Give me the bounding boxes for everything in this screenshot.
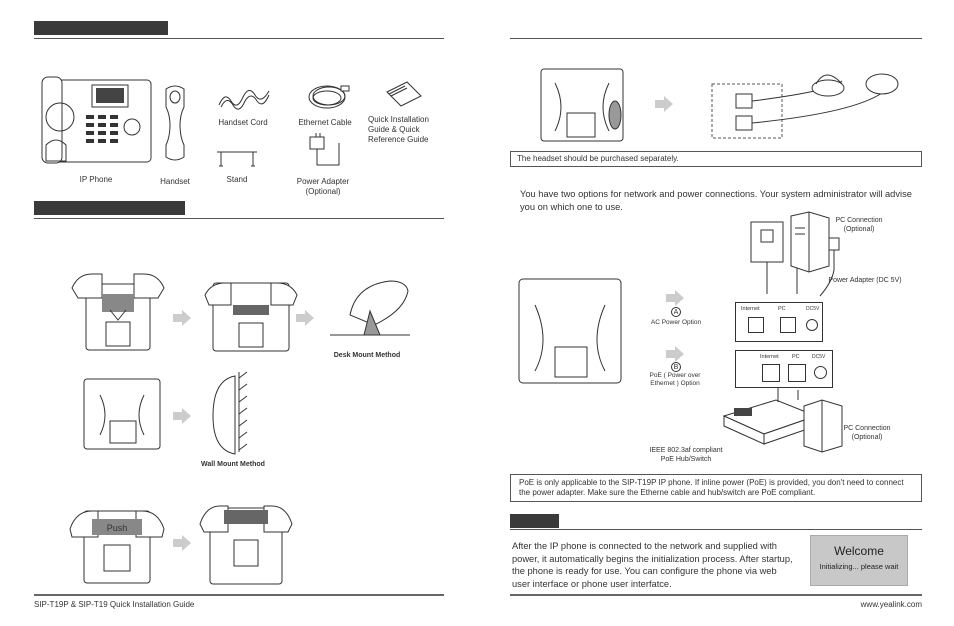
- headset-header-rule: [510, 38, 922, 39]
- option-a-label: AC Power Option: [650, 319, 702, 326]
- ip-phone-illustration: [40, 75, 152, 165]
- poe-note: [510, 474, 922, 502]
- gray-arrow-option-b: [666, 346, 684, 362]
- power-adapter-illustration: [306, 133, 346, 173]
- handset-cord-illustration: [215, 85, 275, 115]
- assembly-header-rule: [34, 218, 444, 219]
- poe-internet-jack: [762, 364, 780, 382]
- gray-arrow-2: [296, 310, 314, 326]
- wall-mount-caption: Wall Mount Method: [201, 461, 265, 468]
- option-b-badge: B: [671, 362, 681, 372]
- startup-text: After the IP phone is connected to the network and supplied with power, it automatically begins the initialization process. After startup, the phone is ready for use. You can configure the phone via web user interface or phone user interfatce.: [512, 541, 793, 589]
- poe-port-internet-label: Internet: [760, 354, 779, 360]
- handset-illustration: [160, 85, 190, 165]
- pc-connection-top: PC Connection (Optional): [835, 217, 883, 233]
- gray-arrow-3: [173, 408, 191, 424]
- packaging-header-bar: [34, 21, 168, 35]
- welcome-screen: [810, 535, 908, 586]
- right-footer-rule: [510, 594, 922, 596]
- packaging-header-rule: [34, 38, 444, 39]
- attach-stand-step-1: [72, 270, 164, 352]
- desk-mount-illustration: [330, 275, 410, 341]
- gray-arrow-option-a: [666, 290, 684, 306]
- power-adapter-dc-label: Power Adapter (DC 5V): [828, 277, 902, 284]
- poe-pc-jack: [788, 364, 806, 382]
- assembly-header-bar: [34, 201, 185, 215]
- headset-note: The headset should be purchased separately.: [510, 151, 922, 167]
- ac-port-panel: [735, 302, 823, 342]
- ac-internet-jack: [748, 317, 764, 333]
- welcome-subtitle: Initializing... please wait: [819, 562, 899, 571]
- poe-hub-illustration: [720, 388, 850, 460]
- push-label: Push: [106, 523, 128, 533]
- gray-arrow-5: [655, 96, 673, 112]
- quick-guide-label: Quick Installation Guide & Quick Reference Guide: [368, 115, 429, 144]
- wall-mount-step: [80, 375, 164, 451]
- gray-arrow-4: [173, 535, 191, 551]
- detach-stand-step-1: [70, 505, 164, 585]
- left-footer-rule: [34, 594, 444, 596]
- detach-stand-step-2: [200, 500, 292, 586]
- left-footer-text: SIP-T19P & SIP-T19 Quick Installation Guide: [34, 600, 195, 609]
- option-a-badge: A: [671, 307, 681, 317]
- stand-illustration: [215, 148, 259, 170]
- startup-header-bar: [510, 514, 559, 528]
- phone-back-headset-illustration: [537, 65, 627, 143]
- ethernet-cable-label: Ethernet Cable: [298, 118, 352, 127]
- ac-pc-jack: [780, 317, 796, 333]
- pc-connection-bottom: PC Connection (Optional): [843, 425, 891, 441]
- option-b-label: PoE ( Power over Ethernet ) Option: [649, 372, 701, 387]
- gray-arrow-1: [173, 310, 191, 326]
- ac-port-dc-label: DC5V: [806, 306, 820, 312]
- welcome-title: Welcome: [834, 544, 884, 558]
- startup-header-rule: [510, 529, 922, 530]
- right-footer-url: www.yealink.com: [860, 600, 922, 609]
- poe-port-dc-label: DC5V: [812, 354, 826, 360]
- poe-port-panel: [735, 350, 833, 388]
- headset-port-illustration: [710, 70, 920, 140]
- handset-cord-label: Handset Cord: [218, 118, 268, 127]
- handset-label: Handset: [160, 177, 190, 186]
- ac-dc-jack: [806, 319, 818, 331]
- stand-label: Stand: [226, 175, 248, 184]
- ethernet-cable-illustration: [305, 82, 355, 112]
- attach-stand-step-2: [205, 275, 297, 353]
- ac-port-internet-label: Internet: [741, 306, 760, 312]
- desk-mount-caption: Desk Mount Method: [333, 352, 401, 359]
- network-intro: You have two options for network and power connections. Your system administrator will advise you on which one to use.: [520, 189, 912, 212]
- phone-back-network-illustration: [515, 275, 625, 385]
- power-adapter-label: Power Adapter (Optional): [296, 177, 350, 196]
- poe-note-text: PoE is only applicable to the SIP-T19P IP phone. If inline power (PoE) is provided, you don't need to connect the power adapter. Make sure the Etherne cable and hub/switch are PoE compliant.: [519, 478, 904, 497]
- poe-port-pc-label: PC: [792, 354, 800, 360]
- wall-mount-illustration: [205, 368, 255, 458]
- poe-hub-label: IEEE 802.3af compliant PoE Hub/Switch: [649, 447, 723, 463]
- ac-port-pc-label: PC: [778, 306, 786, 312]
- poe-dc-jack: [814, 366, 827, 379]
- ip-phone-label: IP Phone: [79, 175, 113, 184]
- quick-guide-illustration: [383, 80, 423, 110]
